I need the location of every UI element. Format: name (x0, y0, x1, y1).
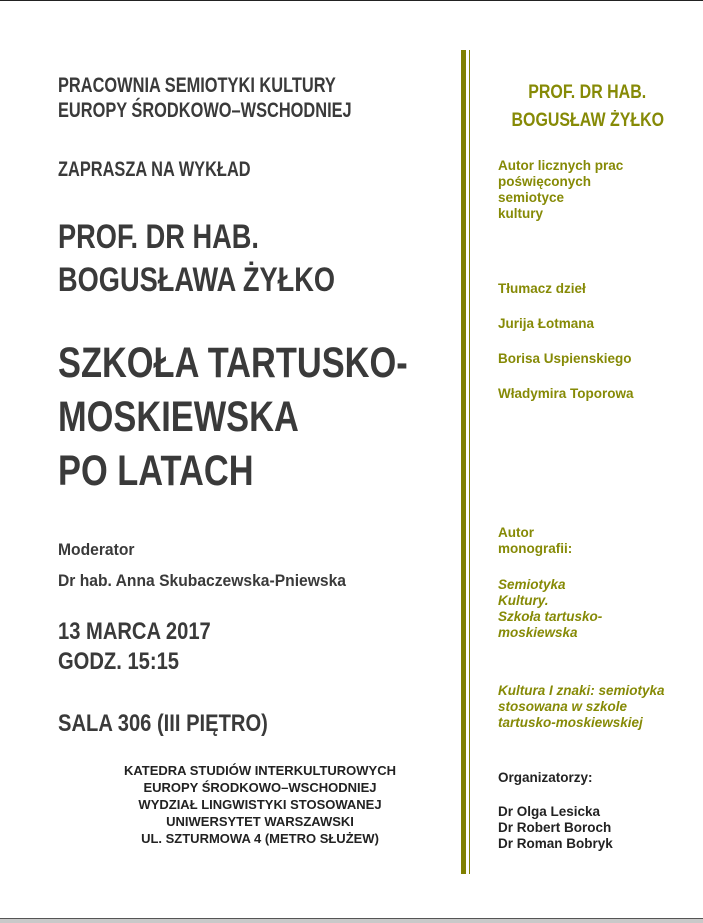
lecturer-line-2: BOGUSŁAWA ŻYŁKO (58, 261, 336, 299)
top-border (0, 0, 703, 1)
column-divider-thin (469, 50, 470, 874)
monograph-label (498, 525, 572, 557)
institution-block (0, 762, 520, 847)
monograph-title-line: moskiewska (498, 625, 578, 640)
lecture-title (58, 336, 408, 498)
translated-author: Borisa Uspienskiego (498, 351, 632, 366)
title-line-3: PO LATACH (58, 447, 254, 495)
lecturer-name (58, 216, 335, 302)
title-line-2: MOSKIEWSKA (58, 393, 299, 441)
monograph-title-line: Semiotyka (498, 577, 566, 592)
monograph-title-line: Kultury. (498, 593, 549, 608)
organizer-line-2: EUROPY ŚRODKOWO–WSCHODNIEJ (58, 99, 352, 122)
monograph-label-line: monografii: (498, 541, 573, 556)
monograph-title-line: stosowana w szkole (498, 699, 628, 714)
event-datetime (58, 617, 211, 677)
organizer-line-1: PRACOWNIA SEMIOTYKI KULTURY (58, 74, 336, 97)
sidebar-name-line-1: PROF. DR HAB. (528, 82, 647, 103)
monograph-title-line: tartusko-moskiewskiej (498, 715, 643, 730)
author-description-line: poświęconych (498, 174, 592, 189)
event-date: 13 MARCA 2017 (58, 618, 211, 645)
event-time: GODZ. 15:15 (58, 648, 179, 675)
monograph-title-line: Szkoła tartusko- (498, 609, 603, 624)
author-description-line: Autor licznych prac (498, 158, 624, 173)
organizers-label: Organizatorzy: (498, 770, 593, 785)
sidebar-name (480, 79, 695, 135)
translated-author: Jurija Łotmana (498, 316, 595, 331)
organizer-name: Dr Olga Lesicka (498, 804, 601, 819)
moderator-label: Moderator (58, 540, 135, 559)
event-room: SALA 306 (III PIĘTRO) (58, 710, 268, 737)
organizer-name: Dr Robert Boroch (498, 820, 612, 835)
monograph-title-1 (498, 577, 602, 641)
organizers-list (498, 804, 613, 852)
institution-line: UNIWERSYTET WARSZAWSKI (166, 814, 354, 829)
monograph-title-line: Kultura I znaki: semiotyka (498, 683, 665, 698)
organizer-name: Dr Roman Bobryk (498, 836, 613, 851)
column-divider-thick (461, 50, 466, 874)
author-description-line: semiotyce (498, 190, 565, 205)
translator-label: Tłumacz dzieł (498, 281, 586, 296)
title-line-1: SZKOŁA TARTUSKO- (58, 339, 408, 387)
author-description (498, 158, 623, 222)
sidebar-name-line-2: BOGUSŁAW ŻYŁKO (511, 110, 664, 131)
bottom-border (0, 918, 703, 923)
institution-line: UL. SZTURMOWA 4 (METRO SŁUŻEW) (141, 831, 379, 846)
institution-line: WYDZIAŁ LINGWISTYKI STOSOWANEJ (138, 797, 382, 812)
lecturer-line-1: PROF. DR HAB. (58, 218, 259, 256)
monograph-label-line: Autor (498, 525, 534, 540)
author-description-line: kultury (498, 206, 544, 221)
institution-line: EUROPY ŚRODKOWO–WSCHODNIEJ (143, 780, 377, 795)
organizer-heading (58, 73, 352, 123)
institution-line: KATEDRA STUDIÓW INTERKULTUROWYCH (123, 763, 396, 778)
moderator-name: Dr hab. Anna Skubaczewska-Pniewska (58, 571, 347, 590)
invite-text: ZAPRASZA NA WYKŁAD (58, 158, 251, 181)
monograph-title-2 (498, 683, 665, 731)
translated-author: Władymira Toporowa (498, 386, 634, 401)
